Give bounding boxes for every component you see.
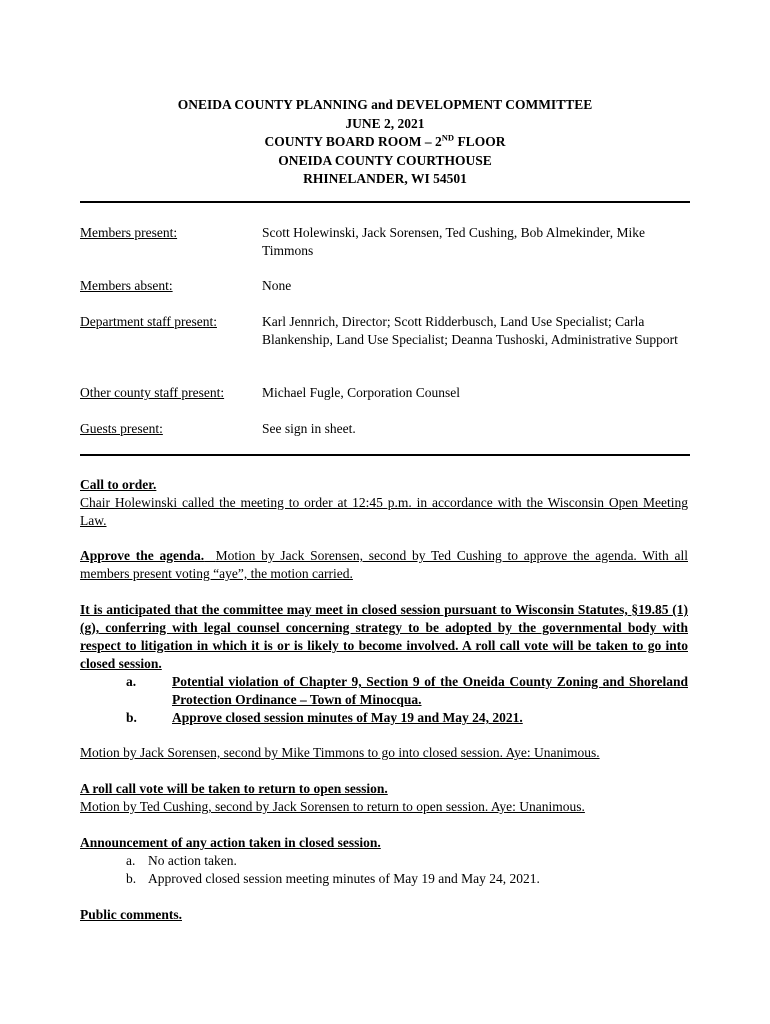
meeting-date: JUNE 2, 2021	[345, 115, 425, 131]
public-comments-heading: Public comments.	[80, 907, 182, 922]
list-item-letter: a.	[126, 853, 136, 868]
members-present-label: Members present:	[80, 225, 178, 240]
list-item-text: Approve closed session minutes of May 19 and May 24, 2021.	[172, 710, 523, 725]
meeting-room	[80, 133, 690, 152]
return-open-text: Motion by Ted Cushing, second by Jack Sorensen to return to open session. Aye: Unanimous.	[80, 799, 585, 814]
list-item-letter: a.	[126, 674, 137, 689]
closed-session-items	[80, 673, 688, 727]
approve-agenda-heading: Approve the agenda.	[80, 548, 205, 563]
closed-session-motion: Motion by Jack Sorensen, second by Mike Timmons to go into closed session. Aye: Unanimous.	[80, 745, 600, 760]
closed-session-intro: It is anticipated that the committee may meet in closed session pursuant to Wisconsin Statutes, §19.85 (1) (g), conferring with legal counsel concerning strategy to be adopted by the governmental body with respect to litigation in which it is or is likely to become involved. A roll call vote will be taken to go into closed session.	[80, 602, 688, 671]
call-to-order-section	[80, 476, 688, 530]
members-absent-label: Members absent:	[80, 278, 173, 293]
call-to-order-heading: Call to order.	[80, 477, 157, 492]
other-staff-label: Other county staff present:	[80, 385, 225, 400]
return-open-heading: A roll call vote will be taken to return to open session.	[80, 781, 388, 796]
call-to-order-text: Chair Holewinski called the meeting to order at 12:45 p.m. in accordance with the Wisconsin Open Meeting Law.	[80, 495, 688, 528]
approve-agenda-section	[80, 547, 688, 583]
announcement-section	[80, 834, 688, 888]
list-item-letter: b.	[126, 871, 137, 886]
department-staff-value: Karl Jennrich, Director; Scott Ridderbusch, Land Use Specialist; Carla Blankenship, Land Use Specialist; Deanna Tushoski, Administrative Support	[262, 314, 678, 347]
header-divider	[80, 201, 690, 203]
return-open-section	[80, 780, 688, 816]
document-header	[80, 96, 690, 189]
list-item-text: Potential violation of Chapter 9, Section 9 of the Oneida County Zoning and Shoreland Protection Ordinance – Town of Minocqua.	[172, 674, 688, 707]
guests-value: See sign in sheet.	[262, 421, 356, 436]
meeting-city: RHINELANDER, WI 54501	[303, 171, 467, 186]
announcement-heading: Announcement of any action taken in closed session.	[80, 835, 381, 850]
approve-agenda-text: Motion by Jack Sorensen, second by Ted Cushing to approve the agenda. With all members present voting “aye”, the motion carried.	[80, 548, 688, 581]
attendance-divider	[80, 454, 690, 456]
floor-ordinal-suffix: ND	[441, 132, 455, 143]
meeting-room-text: COUNTY BOARD ROOM – 2	[264, 134, 442, 149]
meeting-room-floor: FLOOR	[454, 134, 506, 149]
guests-label: Guests present:	[80, 421, 163, 436]
list-item	[80, 673, 688, 709]
list-item	[80, 709, 688, 727]
list-item-text: No action taken.	[148, 853, 237, 868]
members-present-value: Scott Holewinski, Jack Sorensen, Ted Cushing, Bob Almekinder, Mike Timmons	[262, 225, 645, 258]
list-item	[80, 852, 688, 870]
members-absent-value: None	[262, 278, 292, 293]
meeting-building: ONEIDA COUNTY COURTHOUSE	[278, 152, 492, 168]
department-staff-label: Department staff present:	[80, 314, 217, 329]
list-item	[80, 870, 688, 888]
list-item-text: Approved closed session meeting minutes of May 19 and May 24, 2021.	[148, 871, 540, 886]
committee-title: ONEIDA COUNTY PLANNING and DEVELOPMENT COMMITTEE	[177, 97, 593, 112]
other-staff-value: Michael Fugle, Corporation Counsel	[262, 385, 460, 400]
list-item-letter: b.	[126, 710, 137, 725]
